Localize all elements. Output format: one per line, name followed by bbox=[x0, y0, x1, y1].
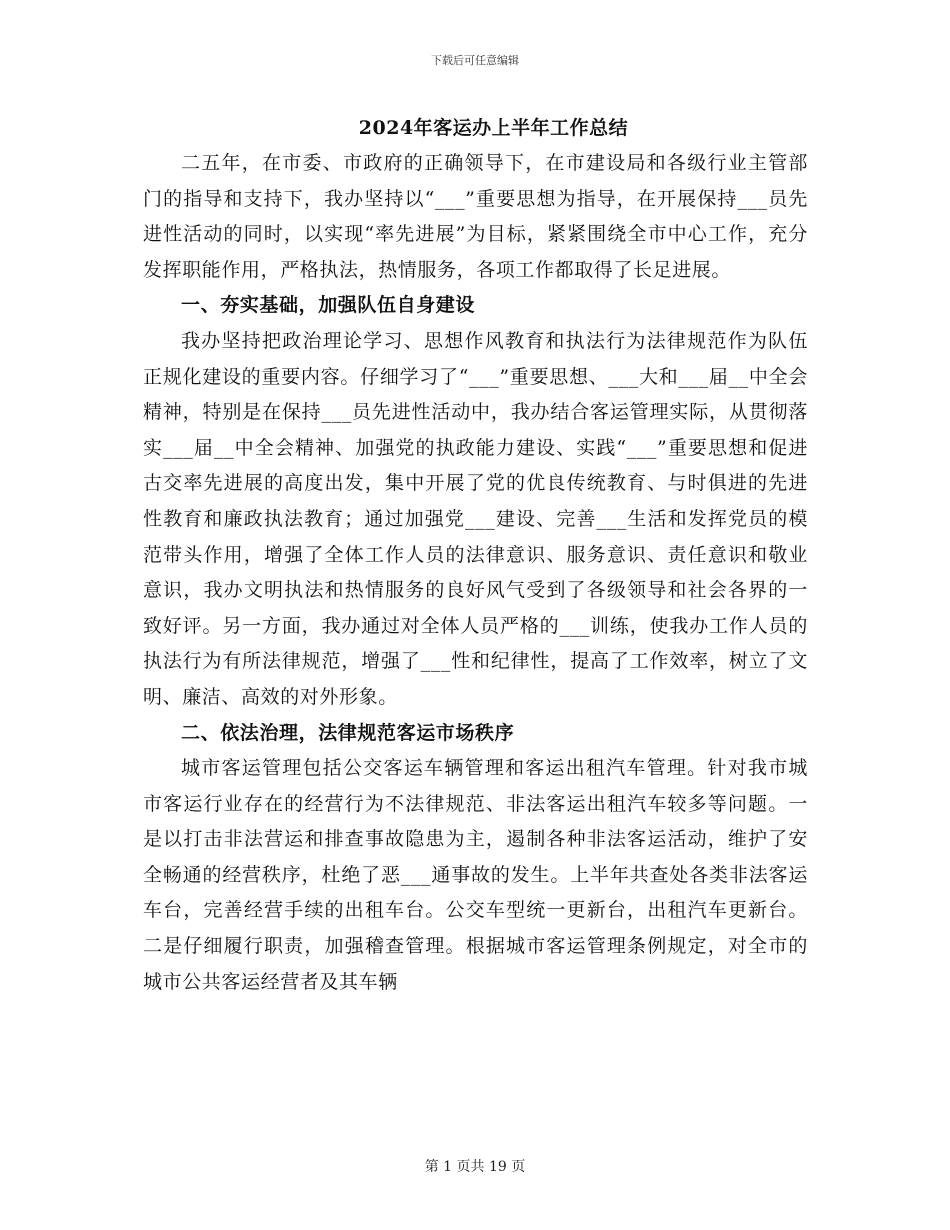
paragraph-section-2: 城市客运管理包括公交客运车辆管理和客运出租汽车管理。针对我市城市客运行业存在的经营行为不法律规范、非法客运出租汽车较多等问题。一是以打击非法营运和排查事故隐患为主，遏制各种非法客运活动，维护了安全畅通的经营秩序，杜绝了恶___通事故的发生。上半年共查处各类非法客运车台，完善经营手续的出租车台。公交车型统一更新台，出租汽车更新台。二是仔细履行职责，加强稽查管理。根据城市客运管理条例规定，对全市的城市公共客运经营者及其车辆 bbox=[143, 757, 808, 993]
header-note: 下载后可任意编辑 bbox=[431, 54, 519, 67]
document-body bbox=[143, 110, 808, 1000]
paragraph-section-1: 我办坚持把政治理论学习、思想作风教育和执法行为法律规范作为队伍正规化建设的重要内容。仔细学习了“___”重要思想、___大和___届__中全会精神，特别是在保持___员先进性活动中，我办结合客运管理实际，从贯彻落实___届__中全会精神、加强党的执政能力建设、实践“___”重要思想和促进古交率先进展的高度出发，集中开展了党的优良传统教育、与时俱进的先进性教育和廉政执法教育；通过加强党___建设、完善___生活和发挥党员的模范带头作用，增强了全体工作人员的法律意识、服务意识、责任意识和敬业意识，我办文明执法和热情服务的良好风气受到了各级领导和社会各界的一致好评。另一方面，我办通过对全体人员严格的___训练，使我办工作人员的执法行为有所法律规范，增强了___性和纪律性，提高了工作效率，树立了文明、廉洁、高效的对外形象。 bbox=[143, 329, 808, 708]
section-heading-1: 一、夯实基础，加强队伍自身建设 bbox=[181, 294, 476, 317]
page-footer: 第 1 页共 19 页 bbox=[424, 1159, 526, 1175]
section-heading-2: 二、依法治理，法律规范客运市场秩序 bbox=[181, 721, 515, 744]
document-title: 2024年客运办上半年工作总结 bbox=[358, 117, 629, 139]
paragraph-intro: 二五年，在市委、市政府的正确领导下，在市建设局和各级行业主管部门的指导和支持下，我办坚持以“___”重要思想为指导，在开展保持___员先进性活动的同时，以实现“率先进展”为目标，紧紧围绕全市中心工作，充分发挥职能作用，严格执法，热情服务，各项工作都取得了长足进展。 bbox=[143, 152, 808, 281]
